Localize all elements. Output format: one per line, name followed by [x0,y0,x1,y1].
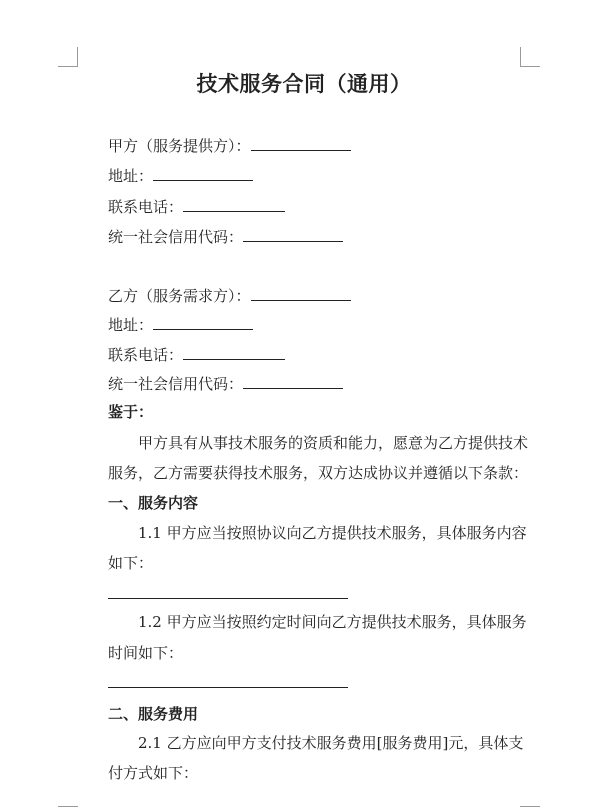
clause-1-2-line-2: 时间如下： [108,644,184,662]
party-a-phone-line [108,197,285,216]
party-a-phone-blank[interactable] [183,197,285,212]
section-1-heading: 一、服务内容 [108,494,199,512]
whereas-paragraph-line-2: 服务，乙方需要获得技术服务，双方达成协议并遵循以下条款： [108,464,529,482]
party-b-phone-line [108,345,285,364]
party-a-credit-code-label: 统一社会信用代码： [108,228,244,246]
party-b-label: 乙方（服务需求方）： [108,287,251,305]
clause-2-1-line-1: 2.1 乙方应向甲方支付技术服务费用[服务费用]元，具体支 [108,734,524,752]
party-b-phone-blank[interactable] [183,345,285,360]
party-b-credit-code-blank[interactable] [243,374,343,389]
clause-1-1-line-1: 1.1 甲方应当按照协议向乙方提供技术服务，具体服务内容 [108,524,527,542]
party-a-credit-code-blank[interactable] [243,227,343,242]
party-b-blank[interactable] [251,286,351,301]
clause-1-1-line-2: 如下： [108,554,154,572]
party-a-label: 甲方（服务提供方）： [108,137,251,155]
party-b-phone-label: 联系电话： [108,346,184,364]
party-b-line [108,286,351,305]
party-a-address-line [108,166,253,185]
party-a-blank[interactable] [251,136,351,151]
party-a-credit-code-line [108,227,343,246]
party-b-credit-code-line [108,374,343,393]
document-title: 技术服务合同（通用） [196,71,412,96]
clause-2-1-line-2: 付方式如下： [108,764,199,782]
party-a-phone-label: 联系电话： [108,198,184,216]
party-a-line [108,136,351,155]
clause-1-1-fill-line[interactable] [108,598,348,599]
party-b-address-blank[interactable] [153,315,253,330]
whereas-paragraph-line-1: 甲方具有从事技术服务的资质和能力，愿意为乙方提供技术 [108,434,529,452]
whereas-heading: 鉴于： [108,403,154,421]
party-a-address-label: 地址： [108,167,154,185]
party-b-address-label: 地址： [108,316,154,334]
party-b-address-line [108,315,253,334]
party-b-credit-code-label: 统一社会信用代码： [108,375,244,393]
party-a-address-blank[interactable] [153,166,253,181]
clause-1-2-fill-line[interactable] [108,687,348,688]
section-2-heading: 二、服务费用 [108,705,199,723]
clause-1-2-line-1: 1.2 甲方应当按照约定时间向乙方提供技术服务，具体服务 [108,613,527,631]
